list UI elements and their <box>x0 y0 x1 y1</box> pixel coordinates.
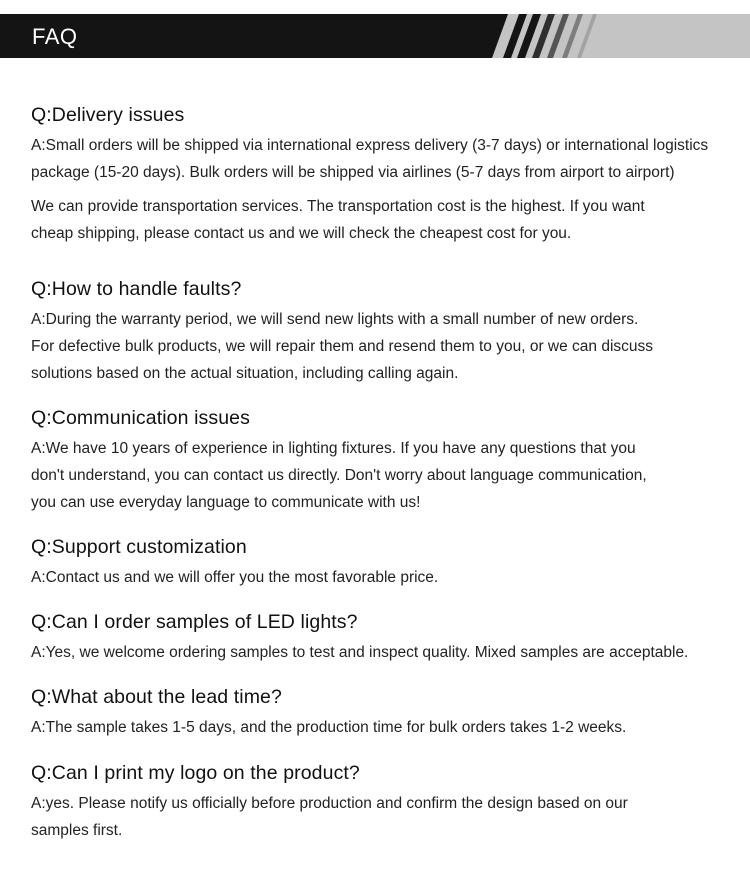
faq-list <box>31 102 736 844</box>
faq-question: Q:Communication issues <box>31 407 250 429</box>
page-title: FAQ <box>32 24 78 49</box>
faq-item-delivery <box>31 102 736 247</box>
faq-answer <box>31 790 736 844</box>
faq-answer <box>31 639 736 666</box>
faq-answer <box>31 564 736 591</box>
faq-question: Q:Can I print my logo on the product? <box>31 762 360 784</box>
answer-line: package (15-20 days). Bulk orders will be shipped via airlines (5-7 days from airport to airport) <box>31 164 675 181</box>
faq-question: Q:Delivery issues <box>31 104 185 126</box>
faq-banner <box>0 14 750 58</box>
answer-line: solutions based on the actual situation, including calling again. <box>31 365 459 382</box>
faq-question: Q:Support customization <box>31 536 247 558</box>
answer-line: don't understand, you can contact us directly. Don't worry about language communication, <box>31 467 647 484</box>
answer-line: A:During the warranty period, we will send new lights with a small number of new orders. <box>31 311 639 328</box>
answer-line: A:Small orders will be shipped via international express delivery (3-7 days) or international logistics <box>31 137 709 154</box>
answer-line: We can provide transportation services. The transportation cost is the highest. If you want <box>31 198 645 215</box>
faq-item-customization <box>31 534 736 591</box>
answer-line: A:Yes, we welcome ordering samples to test and inspect quality. Mixed samples are acceptable. <box>31 644 689 661</box>
faq-answer <box>31 435 736 516</box>
faq-item-logo <box>31 760 736 844</box>
answer-line: cheap shipping, please contact us and we will check the cheapest cost for you. <box>31 225 572 242</box>
banner-graphic <box>0 14 750 58</box>
faq-item-communication <box>31 405 736 516</box>
faq-question: Q:How to handle faults? <box>31 278 242 300</box>
answer-line: A:Contact us and we will offer you the most favorable price. <box>31 569 439 586</box>
faq-question: Q:Can I order samples of LED lights? <box>31 611 358 633</box>
faq-answer <box>31 306 736 387</box>
answer-line: samples first. <box>31 822 123 839</box>
answer-line: A:The sample takes 1-5 days, and the production time for bulk orders takes 1-2 weeks. <box>31 719 627 736</box>
faq-answer <box>31 132 736 186</box>
faq-item-lead-time <box>31 684 736 741</box>
answer-line: For defective bulk products, we will repair them and resend them to you, or we can discuss <box>31 338 654 355</box>
faq-question: Q:What about the lead time? <box>31 686 282 708</box>
faq-answer-note <box>31 193 736 247</box>
answer-line: A:We have 10 years of experience in lighting fixtures. If you have any questions that you <box>31 440 636 457</box>
faq-item-faults <box>31 276 736 387</box>
faq-item-samples <box>31 609 736 666</box>
faq-answer <box>31 714 736 741</box>
answer-line: you can use everyday language to communicate with us! <box>31 494 421 511</box>
answer-line: A:yes. Please notify us officially before production and confirm the design based on our <box>31 795 628 812</box>
